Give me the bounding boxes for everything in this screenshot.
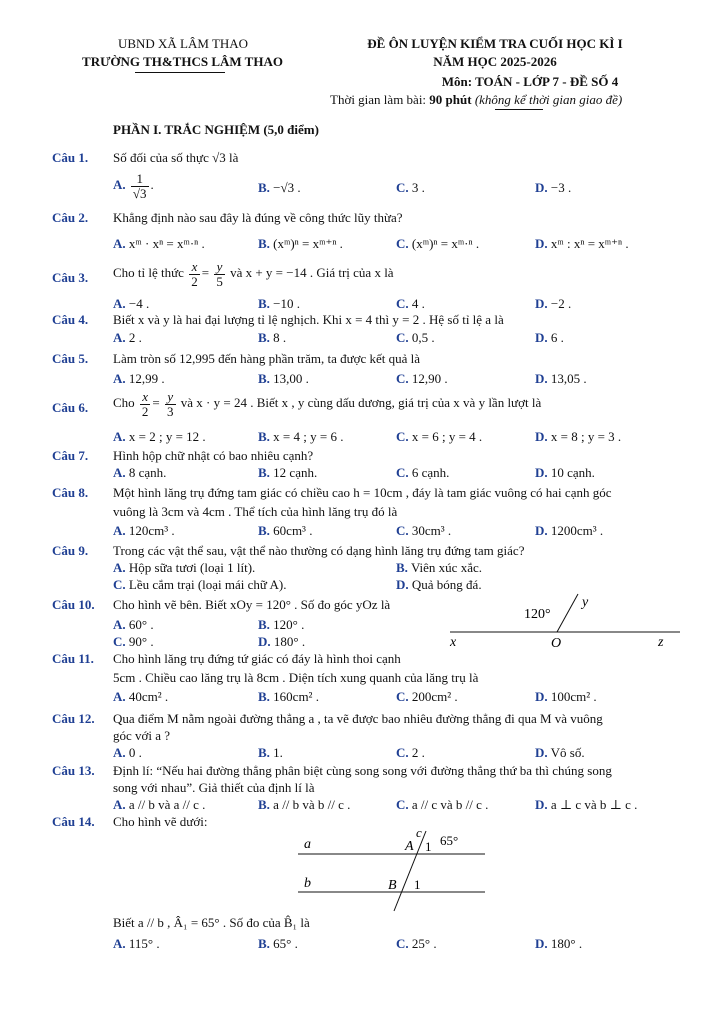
- q12-option-d-text: Vô số.: [550, 745, 585, 760]
- q3-option-b-letter: B.: [258, 296, 270, 311]
- question-12-text: Qua điểm M nằm ngoài đường thẳng a , ta vẽ được bao nhiêu đường thẳng đi qua M và vuông: [113, 711, 603, 726]
- question-9-text: Trong các vật thể sau, vật thể nào thường có dạng hình lăng trụ đứng tam giác?: [113, 543, 525, 558]
- question-13-label: Câu 13.: [52, 763, 95, 778]
- question-5-label: Câu 5.: [52, 351, 89, 366]
- q2-option-d-letter: D.: [535, 236, 548, 251]
- q2-option-b-letter: B.: [258, 236, 270, 251]
- label-angle-a1: 1: [425, 839, 432, 854]
- q1-option-d[interactable]: [535, 180, 571, 196]
- q6-option-c[interactable]: [396, 429, 482, 445]
- angle-120-label: 120°: [524, 607, 551, 622]
- question-1-text: Số đối của số thực √3 là: [113, 150, 239, 165]
- q8-option-c[interactable]: [396, 523, 451, 539]
- q6-option-d-text: x = 8 ; y = 3 .: [550, 429, 622, 444]
- question-9-label: Câu 9.: [52, 543, 89, 558]
- q8-option-c-text: 30cm³ .: [411, 523, 452, 538]
- q7-option-b-letter: B.: [258, 465, 270, 480]
- question-13-text: Định lí: “Nếu hai đường thẳng phân biệt cùng song song với đường thẳng thứ ba thì chúng song: [113, 763, 612, 778]
- header-underline: [135, 72, 225, 73]
- q3-fraction-2: [214, 260, 225, 288]
- q10-option-c-text: 90° .: [128, 634, 154, 649]
- q1-option-b[interactable]: [258, 180, 301, 196]
- q5-option-b-text: 13,00 .: [273, 371, 309, 386]
- q9-option-d-letter: D.: [396, 577, 409, 592]
- q2-option-a-letter: A.: [113, 236, 126, 251]
- question-8-text: Một hình lăng trụ đứng tam giác có chiều cao h = 10cm , đáy là tam giác vuông có hai cạnh góc: [113, 485, 612, 500]
- q14-option-a-letter: A.: [113, 936, 126, 951]
- q4-option-d[interactable]: [535, 330, 564, 346]
- label-point-a: A: [405, 839, 414, 854]
- question-7-text: Hình hộp chữ nhật có bao nhiêu cạnh?: [113, 448, 314, 463]
- q10-option-d-letter: D.: [258, 634, 271, 649]
- label-65: 65°: [440, 833, 459, 848]
- q6-option-b[interactable]: [258, 429, 343, 445]
- ray-oy: [557, 594, 578, 632]
- q4-option-b[interactable]: [258, 330, 286, 346]
- q3-fraction-1: [189, 260, 200, 288]
- q13-option-c-letter: C.: [396, 797, 409, 812]
- q1-frac-num: 1: [131, 172, 149, 187]
- angle-figure: [440, 588, 690, 650]
- question-11-text: Cho hình lăng trụ đứng tứ giác có đáy là hình thoi cạnh: [113, 651, 401, 666]
- q5-option-b[interactable]: [258, 371, 309, 387]
- q14-option-d-letter: D.: [535, 936, 548, 951]
- q6-frac2-num: y: [165, 390, 176, 405]
- label-o: O: [551, 636, 562, 650]
- q3-option-b-text: −10 .: [273, 296, 301, 311]
- q6-option-d-letter: D.: [535, 429, 548, 444]
- question-6-text: Cho $\frac{x}{2}$ = $\frac{y}{3}$ và x · y = 24 . Biết x , y cùng dấu dương, giá trị của x và y lần lượt là: [113, 389, 542, 419]
- q2-option-a-text: xᵐ · xⁿ = xᵐ·ⁿ .: [128, 236, 205, 251]
- q10-option-b-letter: B.: [258, 617, 270, 632]
- q11-option-d-letter: D.: [535, 689, 548, 704]
- q4-option-c[interactable]: [396, 330, 435, 346]
- q9-option-c-letter: C.: [113, 577, 126, 592]
- q1-option-d-letter: D.: [535, 180, 548, 195]
- label-point-b: B: [388, 878, 397, 893]
- q12-option-d-letter: D.: [535, 745, 548, 760]
- q13-option-c-text: a // c và b // c .: [411, 797, 489, 812]
- q10-option-a-letter: A.: [113, 617, 126, 632]
- q11-option-a[interactable]: [113, 689, 168, 705]
- q6-option-c-text: x = 6 ; y = 4 .: [411, 429, 483, 444]
- q12-option-c[interactable]: [396, 745, 425, 761]
- q9-option-c[interactable]: [113, 577, 286, 593]
- q7-option-d[interactable]: [535, 465, 595, 481]
- q7-option-a[interactable]: [113, 465, 166, 481]
- q4-option-c-letter: C.: [396, 330, 409, 345]
- q10-option-c-letter: C.: [113, 634, 126, 649]
- question-10-label: Câu 10.: [52, 597, 95, 612]
- q7-option-d-letter: D.: [535, 465, 548, 480]
- q6-option-a-text: x = 2 ; y = 12 .: [128, 429, 206, 444]
- q14-option-b-text: 65° .: [273, 936, 298, 951]
- q7-option-c-text: 6 cạnh.: [411, 465, 450, 480]
- question-3-text: Cho tỉ lệ thức $\frac{x}{2}$ = $\frac{y}{5}$ và x + y = −14 . Giá trị của x là: [113, 259, 394, 289]
- q8-option-a-letter: A.: [113, 523, 126, 538]
- label-b: b: [304, 876, 311, 891]
- q4-option-d-text: 6 .: [550, 330, 564, 345]
- question-12-text-line2: góc với a ?: [113, 728, 171, 743]
- q14-option-b-letter: B.: [258, 936, 270, 951]
- q12-option-a-letter: A.: [113, 745, 126, 760]
- q3-text-a: Cho tỉ lệ thức: [113, 265, 184, 281]
- question-13-text-line2: song với nhau”. Giả thiết của định lí là: [113, 780, 315, 795]
- q7-option-a-letter: A.: [113, 465, 126, 480]
- q3-frac2-num: y: [214, 260, 225, 275]
- q3-option-d-text: −2 .: [550, 296, 572, 311]
- q8-option-c-letter: C.: [396, 523, 409, 538]
- q1-option-d-text: −3 .: [550, 180, 572, 195]
- q6-text-a: Cho: [113, 395, 135, 411]
- school-name: TRƯỜNG TH&THCS LÂM THAO: [82, 54, 283, 69]
- q9-option-a[interactable]: [113, 560, 255, 576]
- school-year: NĂM HỌC 2025-2026: [433, 54, 557, 69]
- q13-option-a[interactable]: [113, 797, 205, 813]
- q12-option-b-text: 1.: [273, 745, 283, 760]
- question-10-text: Cho hình vẽ bên. Biết xOy = 120° . Số đo góc yOz là: [113, 597, 391, 612]
- q4-option-b-text: 8 .: [273, 330, 287, 345]
- q3-frac2-den: 5: [216, 273, 223, 289]
- label-a: a: [304, 837, 311, 852]
- q3-option-d[interactable]: [535, 296, 571, 312]
- label-angle-b1: 1: [414, 877, 421, 892]
- q5-option-d[interactable]: [535, 371, 587, 387]
- time-value: 90 phút: [429, 92, 472, 107]
- q2-option-c-text: (xᵐ)ⁿ = xᵐ·ⁿ .: [411, 236, 480, 251]
- exam-title: ĐỀ ÔN LUYỆN KIỂM TRA CUỐI HỌC KÌ I: [367, 36, 623, 51]
- q8-option-d-text: 1200cm³ .: [550, 523, 604, 538]
- question-4-text: Biết x và y là hai đại lượng tỉ lệ nghịch. Khi x = 4 thì y = 2 . Hệ số tỉ lệ a là: [113, 312, 504, 327]
- q14-option-c-letter: C.: [396, 936, 409, 951]
- q9-option-a-text: Hộp sữa tươi (loại 1 lít).: [128, 560, 256, 575]
- question-2-label: Câu 2.: [52, 210, 89, 225]
- q12-option-a[interactable]: [113, 745, 142, 761]
- q10-option-b[interactable]: [258, 617, 304, 633]
- q3-option-a[interactable]: [113, 296, 149, 312]
- q8-option-b-letter: B.: [258, 523, 270, 538]
- q14-option-a-text: 115° .: [128, 936, 160, 951]
- q3-option-a-letter: A.: [113, 296, 126, 311]
- q2-option-b[interactable]: [258, 236, 343, 252]
- question-11-label: Câu 11.: [52, 651, 94, 666]
- q12-option-c-text: 2 .: [411, 745, 425, 760]
- q1-option-c-text: 3 .: [411, 180, 425, 195]
- q9-option-b-text: Viên xúc xắc.: [410, 560, 482, 575]
- question-14-text: Cho hình vẽ dưới:: [113, 814, 208, 829]
- q2-option-a[interactable]: [113, 236, 205, 252]
- q10-option-a-text: 60° .: [128, 617, 154, 632]
- question-4-label: Câu 4.: [52, 312, 89, 327]
- q4-option-a-letter: A.: [113, 330, 126, 345]
- q11-option-b-text: 160cm² .: [273, 689, 319, 704]
- q14-option-d-text: 180° .: [550, 936, 583, 951]
- question-14-label: Câu 14.: [52, 814, 95, 829]
- q4-option-a[interactable]: [113, 330, 142, 346]
- question-14-text-line2: Biết a // b , Â₁ = 65° . Số đo của B̂₁ là: [113, 915, 310, 930]
- q11-option-d-text: 100cm² .: [550, 689, 597, 704]
- q4-option-a-text: 2 .: [128, 330, 142, 345]
- q11-option-c-letter: C.: [396, 689, 409, 704]
- q12-option-b-letter: B.: [258, 745, 270, 760]
- q6-option-b-text: x = 4 ; y = 6 .: [273, 429, 344, 444]
- q11-option-c[interactable]: [396, 689, 458, 705]
- q11-option-b[interactable]: [258, 689, 319, 705]
- q6-option-a-letter: A.: [113, 429, 126, 444]
- question-8-text-line2: vuông là 3cm và 4cm . Thể tích của hình lăng trụ đó là: [113, 504, 398, 519]
- q14-option-c-text: 25° .: [411, 936, 437, 951]
- q6-frac1-num: x: [140, 390, 151, 405]
- q10-option-b-text: 120° .: [273, 617, 305, 632]
- q9-option-b-letter: B.: [396, 560, 408, 575]
- q13-option-a-text: a // b và a // c .: [128, 797, 206, 812]
- q11-option-a-text: 40cm² .: [128, 689, 169, 704]
- q1-fraction: [131, 172, 149, 200]
- q9-option-a-letter: A.: [113, 560, 126, 575]
- q8-option-a-text: 120cm³ .: [128, 523, 175, 538]
- q4-option-c-text: 0,5 .: [411, 330, 435, 345]
- q14-option-b[interactable]: [258, 936, 298, 952]
- q9-option-b[interactable]: [396, 560, 482, 576]
- q7-option-c[interactable]: [396, 465, 449, 481]
- q8-option-a[interactable]: [113, 523, 175, 539]
- question-5-text: Làm tròn số 12,995 đến hàng phần trăm, ta được kết quả là: [113, 351, 421, 366]
- q1-option-a-letter: A.: [113, 177, 126, 193]
- q13-option-d-letter: D.: [535, 797, 548, 812]
- question-8-label: Câu 8.: [52, 485, 89, 500]
- q5-option-a-text: 12,99 .: [128, 371, 165, 386]
- q5-option-a-letter: A.: [113, 371, 126, 386]
- q3-option-c-text: 4 .: [411, 296, 425, 311]
- q13-option-d[interactable]: [535, 797, 637, 813]
- q4-option-d-letter: D.: [535, 330, 548, 345]
- question-3-label: Câu 3.: [52, 270, 89, 285]
- q6-option-a[interactable]: [113, 429, 206, 445]
- school-authority: UBND XÃ LÂM THAO: [117, 36, 249, 51]
- q2-option-b-text: (xᵐ)ⁿ = xᵐ⁺ⁿ .: [273, 236, 343, 251]
- q5-option-d-text: 13,05 .: [550, 371, 587, 386]
- label-z: z: [658, 635, 664, 650]
- q3-frac1-den: 2: [191, 273, 198, 289]
- q4-option-b-letter: B.: [258, 330, 270, 345]
- q3-option-d-letter: D.: [535, 296, 548, 311]
- q7-option-c-letter: C.: [396, 465, 409, 480]
- section-title: PHẦN I. TRẮC NGHIỆM (5,0 điểm): [113, 122, 319, 137]
- q9-option-c-text: Lều cắm trại (loại mái chữ A).: [128, 577, 287, 592]
- q5-option-c-text: 12,90 .: [411, 371, 448, 386]
- q6-frac1-den: 2: [141, 403, 149, 419]
- q11-option-a-letter: A.: [113, 689, 126, 704]
- question-6-label: Câu 6.: [52, 400, 89, 415]
- q1-option-c-letter: C.: [396, 180, 409, 195]
- q12-option-b[interactable]: [258, 745, 283, 761]
- q12-option-c-letter: C.: [396, 745, 409, 760]
- label-y: y: [582, 595, 589, 610]
- q6-option-b-letter: B.: [258, 429, 270, 444]
- q1-option-b-text: −√3 .: [273, 180, 301, 195]
- q10-option-a[interactable]: [113, 617, 154, 633]
- q14-option-c[interactable]: [396, 936, 437, 952]
- question-2-text: Khẳng định nào sau đây là đúng về công thức lũy thừa?: [113, 210, 403, 225]
- q12-option-d[interactable]: [535, 745, 585, 761]
- q13-option-d-text: a ⊥ c và b ⊥ c .: [550, 797, 638, 812]
- q10-option-d[interactable]: [258, 634, 305, 650]
- q6-text-b: và x · y = 24 . Biết x , y cùng dấu dương, giá trị của x và y lần lượt là: [180, 395, 542, 411]
- q3-text-b: và x + y = −14 . Giá trị của x là: [230, 265, 394, 281]
- q13-option-a-letter: A.: [113, 797, 126, 812]
- q10-option-c[interactable]: [113, 634, 154, 650]
- q13-option-c[interactable]: [396, 797, 488, 813]
- label-c: c: [416, 825, 422, 840]
- q8-option-b-text: 60cm³ .: [273, 523, 313, 538]
- parallel-lines-figure: [290, 825, 500, 917]
- q5-option-c-letter: C.: [396, 371, 409, 386]
- q2-option-c[interactable]: [396, 236, 479, 252]
- q6-option-c-letter: C.: [396, 429, 409, 444]
- time-underline: [495, 109, 543, 110]
- q5-option-b-letter: B.: [258, 371, 270, 386]
- q5-option-d-letter: D.: [535, 371, 548, 386]
- q5-option-c[interactable]: [396, 371, 448, 387]
- question-12-label: Câu 12.: [52, 711, 95, 726]
- q1-frac-den: √3: [132, 185, 147, 201]
- q9-option-d-text: Quả bóng đá.: [411, 577, 482, 592]
- q7-option-a-text: 8 cạnh.: [128, 465, 167, 480]
- question-1-label: Câu 1.: [52, 150, 89, 165]
- time-line: [330, 92, 622, 108]
- q2-option-c-letter: C.: [396, 236, 409, 251]
- q1-option-c[interactable]: [396, 180, 425, 196]
- q6-frac2-den: 3: [167, 403, 174, 419]
- q3-option-c[interactable]: [396, 296, 425, 312]
- time-note: (không kể thời gian giao đề): [471, 92, 623, 107]
- q13-option-b[interactable]: [258, 797, 350, 813]
- q14-option-d[interactable]: [535, 936, 582, 952]
- q1-option-a[interactable]: A. $\frac{1}{√3}$ .: [113, 171, 154, 201]
- q7-option-b-text: 12 cạnh.: [273, 465, 318, 480]
- q3-option-b[interactable]: [258, 296, 300, 312]
- q6-option-d[interactable]: [535, 429, 621, 445]
- question-7-label: Câu 7.: [52, 448, 89, 463]
- q10-option-d-text: 180° .: [273, 634, 306, 649]
- q13-option-b-letter: B.: [258, 797, 270, 812]
- q11-option-c-text: 200cm² .: [411, 689, 458, 704]
- q14-option-a[interactable]: [113, 936, 160, 952]
- q7-option-d-text: 10 cạnh.: [550, 465, 595, 480]
- q3-frac1-num: x: [189, 260, 200, 275]
- q11-option-d[interactable]: [535, 689, 597, 705]
- q6-fraction-2: [165, 390, 176, 418]
- label-x: x: [450, 635, 457, 650]
- q8-option-d[interactable]: [535, 523, 603, 539]
- subject-line: Môn: TOÁN - LỚP 7 - ĐỀ SỐ 4: [441, 74, 619, 89]
- q12-option-a-text: 0 .: [128, 745, 142, 760]
- q3-option-c-letter: C.: [396, 296, 409, 311]
- q1-option-b-letter: B.: [258, 180, 270, 195]
- q11-option-b-letter: B.: [258, 689, 270, 704]
- q5-option-a[interactable]: [113, 371, 165, 387]
- q2-option-d[interactable]: [535, 236, 629, 252]
- q13-option-b-text: a // b và b // c .: [273, 797, 351, 812]
- question-11-text-line2: 5cm . Chiều cao lăng trụ là 8cm . Diện tích xung quanh của lăng trụ là: [113, 670, 479, 685]
- q8-option-b[interactable]: [258, 523, 312, 539]
- q2-option-d-text: xᵐ : xⁿ = xᵐ⁺ⁿ .: [550, 236, 629, 251]
- time-prefix: Thời gian làm bài:: [330, 92, 430, 107]
- q3-option-a-text: −4 .: [128, 296, 150, 311]
- q8-option-d-letter: D.: [535, 523, 548, 538]
- q6-fraction-1: [140, 390, 151, 418]
- q7-option-b[interactable]: [258, 465, 317, 481]
